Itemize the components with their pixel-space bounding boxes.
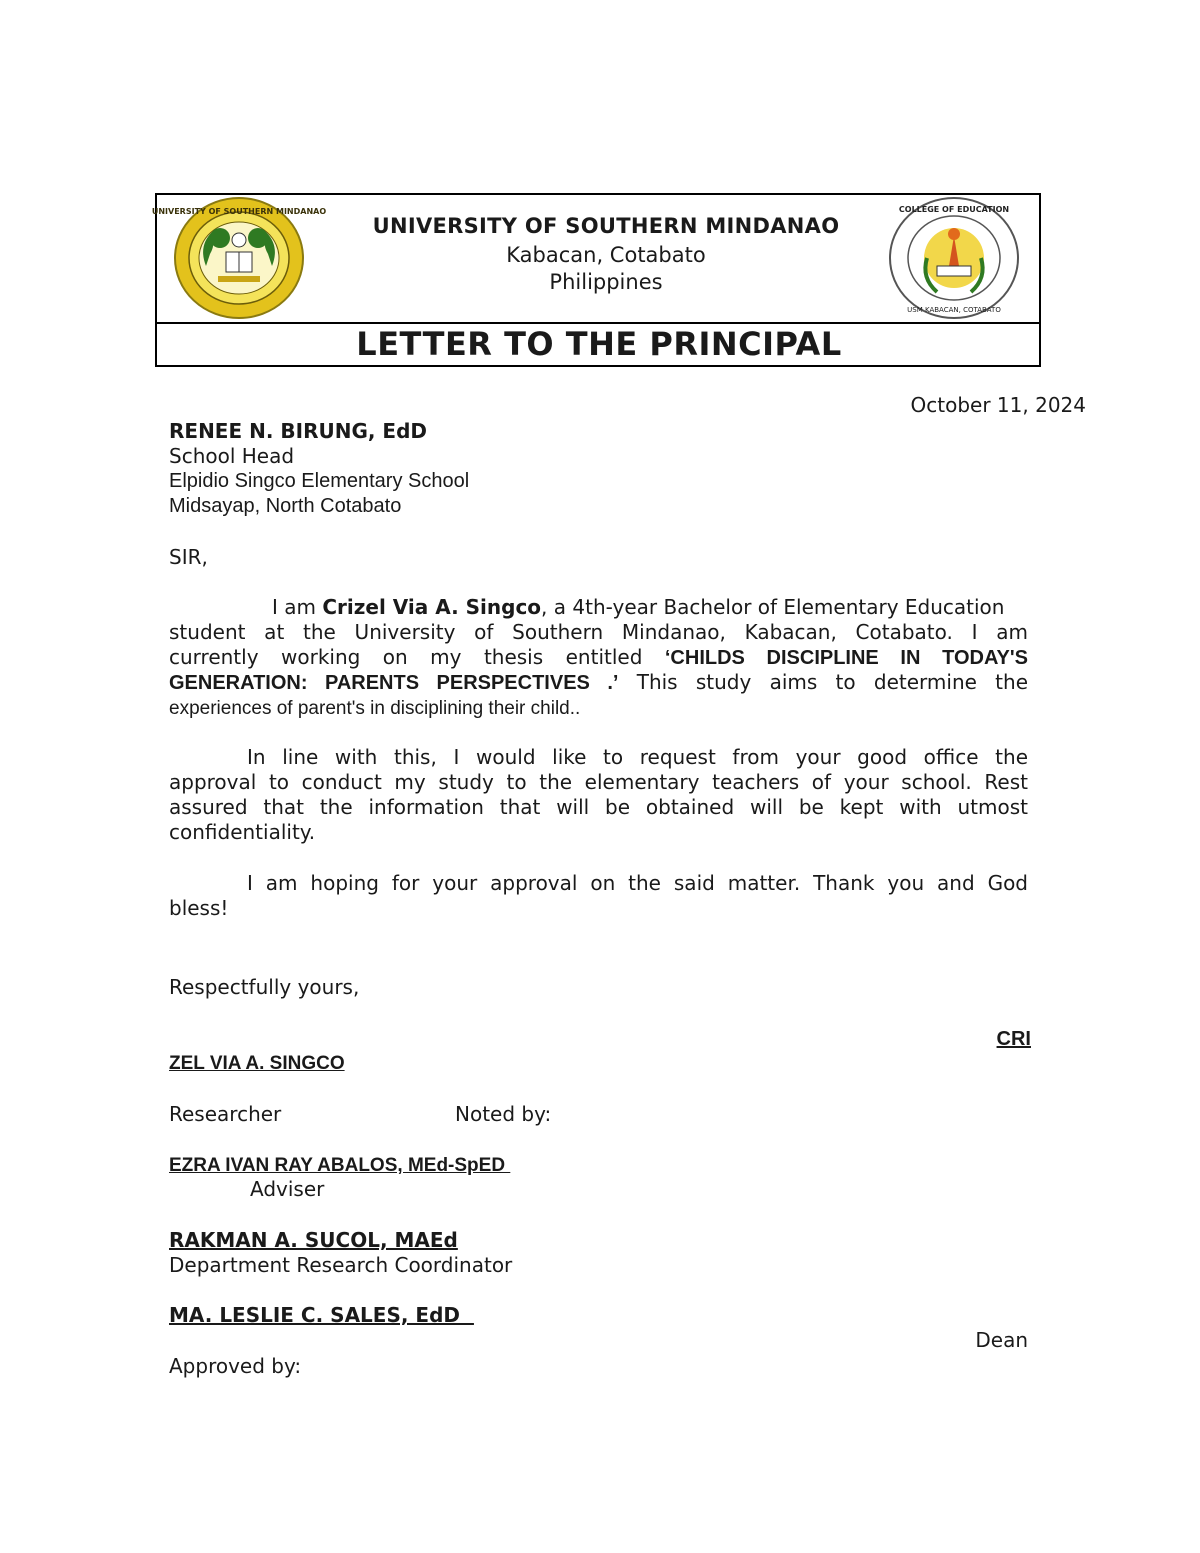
- letter-title: LETTER TO THE PRINCIPAL: [356, 325, 842, 363]
- coordinator-name: RAKMAN A. SUCOL, MAEd: [169, 1228, 458, 1252]
- coe-seal-bottom-text: USM KABACAN, COTABATO: [907, 306, 1001, 314]
- paragraph2-line2: approval to conduct my study to the elementary teachers of your school. Rest: [169, 770, 1028, 794]
- researcher-name-part1: CRI: [996, 1028, 1031, 1050]
- adviser-role: Adviser: [250, 1177, 325, 1201]
- paragraph1-line4: GENERATION: PARENTS PERSPECTIVES .’ This study aims to determine the: [169, 670, 1028, 694]
- adviser-name: EZRA IVAN RAY ABALOS, MEd-SpED: [169, 1155, 511, 1176]
- paragraph1-line5: experiences of parent's in disciplining their child..: [169, 698, 581, 719]
- recipient-name: RENEE N. BIRUNG, EdD: [169, 419, 428, 443]
- letter-date: October 11, 2024: [910, 393, 1086, 417]
- paragraph1-line1: I am Crizel Via A. Singco, a 4th-year Bachelor of Elementary Education: [272, 595, 1005, 619]
- university-city: Kabacan, Cotabato: [506, 243, 706, 267]
- paragraph2-line4: confidentiality.: [169, 820, 316, 844]
- dean-name: MA. LESLIE C. SALES, EdD: [169, 1303, 474, 1327]
- paragraph2-line1: In line with this, I would like to request from your good office the: [247, 745, 1028, 769]
- recipient-position: School Head: [169, 444, 295, 468]
- paragraph3-line1: I am hoping for your approval on the said matter. Thank you and God: [247, 871, 1028, 895]
- university-name: UNIVERSITY OF SOUTHERN MINDANAO: [372, 214, 840, 238]
- university-country: Philippines: [549, 270, 663, 294]
- thesis-title-part2: GENERATION: PARENTS PERSPECTIVES .’: [169, 672, 619, 694]
- approved-by-label: Approved by:: [169, 1354, 302, 1378]
- coe-seal-text: COLLEGE OF EDUCATION: [898, 205, 1010, 214]
- paragraph1-line2: student at the University of Southern Mindanao, Kabacan, Cotabato. I am: [169, 620, 1028, 644]
- coordinator-role: Department Research Coordinator: [169, 1253, 513, 1277]
- salutation: SIR,: [169, 545, 208, 569]
- recipient-school: Elpidio Singco Elementary School: [169, 470, 470, 492]
- closing: Respectfully yours,: [169, 975, 360, 999]
- paragraph3-line2: bless!: [169, 896, 229, 920]
- usm-seal-text: UNIVERSITY OF SOUTHERN MINDANAO: [151, 207, 327, 216]
- researcher-role: Researcher: [169, 1102, 282, 1126]
- paragraph1-line3: currently working on my thesis entitled ‘CHILDS DISCIPLINE IN TODAY'S: [169, 645, 1028, 669]
- researcher-name-inline: Crizel Via A. Singco: [322, 595, 542, 619]
- dean-role: Dean: [975, 1328, 1028, 1352]
- thesis-title-part1: ‘CHILDS DISCIPLINE IN TODAY'S: [664, 647, 1028, 669]
- paragraph2-line3: assured that the information that will be obtained will be kept with utmost: [169, 795, 1028, 819]
- recipient-address: Midsayap, North Cotabato: [169, 495, 402, 517]
- noted-by-label: Noted by:: [455, 1102, 552, 1126]
- usm-seal-logo: [151, 196, 327, 320]
- researcher-name-part2: ZEL VIA A. SINGCO: [169, 1053, 345, 1074]
